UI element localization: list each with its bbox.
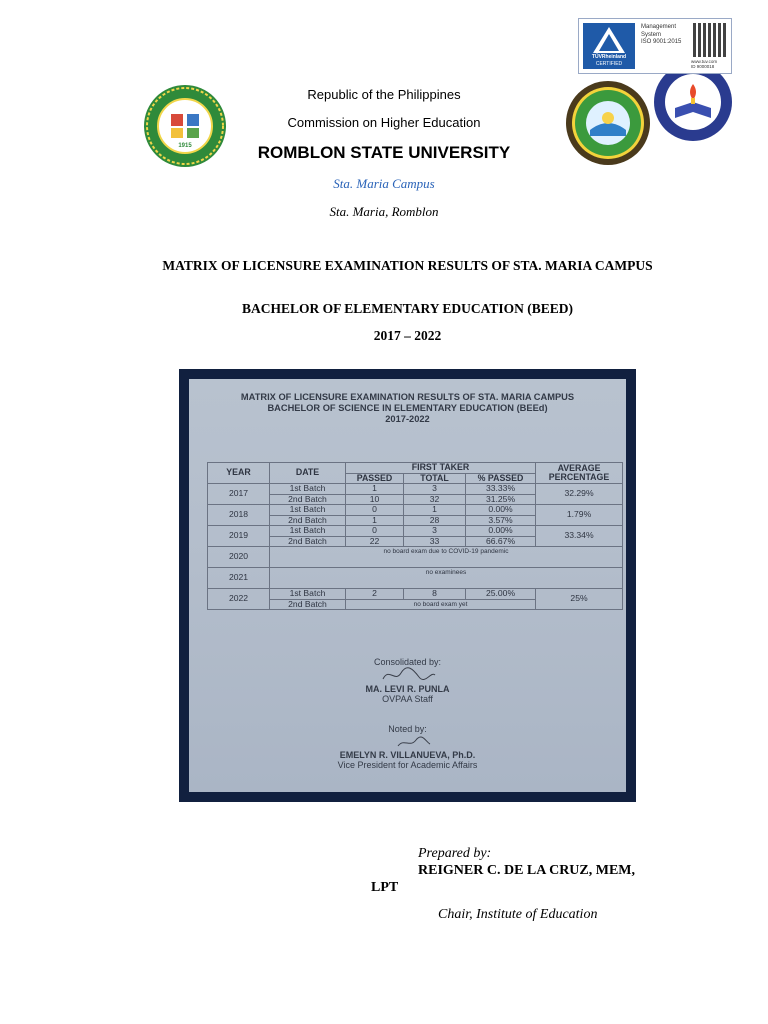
iso-certification-badge — [578, 18, 732, 74]
results-photo — [179, 369, 636, 802]
year-cell: 2019 — [208, 526, 270, 547]
tuv-triangle-icon — [583, 25, 635, 55]
tuv-logo-icon — [583, 23, 635, 69]
date-cell: 2nd Batch — [270, 515, 346, 526]
iso-system-line1: Management — [641, 24, 677, 30]
date-cell: 2nd Batch — [270, 536, 346, 547]
signature-icon — [394, 734, 434, 750]
results-table — [207, 462, 623, 610]
table-row — [208, 547, 623, 568]
note-cell: no examinees — [270, 568, 623, 589]
preparer-role: Chair, Institute of Education — [438, 907, 598, 922]
year-cell: 2018 — [208, 505, 270, 526]
passed-cell: 2 — [346, 589, 404, 600]
header-pct-passed: % PASSED — [466, 473, 536, 484]
table-row — [208, 526, 623, 537]
date-cell: 1st Batch — [270, 589, 346, 600]
preparer-credential: LPT — [371, 880, 399, 895]
date-cell: 1st Batch — [270, 484, 346, 495]
passed-cell: 0 — [346, 505, 404, 516]
date-cell: 1st Batch — [270, 526, 346, 537]
header-year: YEAR — [208, 463, 270, 484]
iso-id: ID 9000018 — [691, 64, 715, 69]
average-cell: 1.79% — [536, 505, 623, 526]
program-title: BACHELOR OF ELEMENTARY EDUCATION (BEED) — [241, 301, 574, 316]
total-cell: 28 — [404, 515, 466, 526]
pct-cell: 31.25% — [466, 494, 536, 505]
noted-label: Noted by: — [388, 724, 427, 734]
passed-cell: 10 — [346, 494, 404, 505]
campus-seal-logo — [565, 80, 651, 166]
header-average: AVERAGE PERCENTAGE — [536, 463, 623, 484]
noter-role: Vice President for Academic Affairs — [337, 760, 478, 770]
note-cell: no board exam yet — [346, 599, 536, 610]
header-passed: PASSED — [346, 473, 404, 484]
svg-text:1915: 1915 — [178, 143, 192, 149]
commission-line: Commission on Higher Education — [287, 115, 481, 130]
passed-cell: 1 — [346, 515, 404, 526]
table-row — [208, 589, 623, 600]
pct-cell: 0.00% — [466, 505, 536, 516]
pct-cell: 0.00% — [466, 526, 536, 537]
total-cell: 8 — [404, 589, 466, 600]
table-row — [208, 484, 623, 495]
college-of-education-seal-logo — [653, 62, 733, 142]
qr-code-icon — [693, 23, 727, 57]
signature-icon — [379, 665, 439, 685]
date-cell: 1st Batch — [270, 505, 346, 516]
header-total: TOTAL — [404, 473, 466, 484]
rsu-seal-logo — [143, 84, 227, 168]
consolidated-label: Consolidated by: — [373, 657, 442, 667]
university-name: ROMBLON STATE UNIVERSITY — [257, 143, 511, 162]
consolidator-role: OVPAA Staff — [382, 694, 433, 704]
sheet-title-line3: 2017-2022 — [385, 414, 430, 424]
results-sheet — [189, 379, 626, 792]
year-cell: 2017 — [208, 484, 270, 505]
total-cell: 3 — [404, 484, 466, 495]
header-date: DATE — [270, 463, 346, 484]
tuv-brand: TÜVRheinland — [591, 54, 627, 60]
tuv-certified: CERTIFIED — [595, 61, 623, 67]
total-cell: 1 — [404, 505, 466, 516]
iso-standard: ISO 9001:2015 — [641, 39, 682, 45]
note-cell: no board exam due to COVID-19 pandemic — [270, 547, 623, 568]
table-row — [208, 505, 623, 516]
passed-cell: 1 — [346, 484, 404, 495]
matrix-title: MATRIX OF LICENSURE EXAMINATION RESULTS OF STA. MARIA CAMPUS — [162, 258, 653, 273]
pct-cell: 33.33% — [466, 484, 536, 495]
campus-name: Sta. Maria Campus — [333, 176, 435, 191]
consolidator-name: MA. LEVI R. PUNLA — [365, 684, 450, 694]
year-range: 2017 – 2022 — [373, 328, 442, 343]
total-cell: 32 — [404, 494, 466, 505]
pct-cell: 3.57% — [466, 515, 536, 526]
sheet-title-line2: BACHELOR OF SCIENCE IN ELEMENTARY EDUCATION (BEEd) — [267, 403, 548, 413]
passed-cell: 0 — [346, 526, 404, 537]
header-first-taker: FIRST TAKER — [346, 463, 536, 474]
sheet-title-line1: MATRIX OF LICENSURE EXAMINATION RESULTS OF STA. MARIA CAMPUS — [240, 392, 575, 402]
average-cell: 32.29% — [536, 484, 623, 505]
republic-line: Republic of the Philippines — [307, 87, 461, 102]
preparer-name: REIGNER C. DE LA CRUZ, MEM, — [418, 863, 636, 878]
pct-cell: 25.00% — [466, 589, 536, 600]
total-cell: 3 — [404, 526, 466, 537]
table-row — [208, 568, 623, 589]
iso-url: www.tuv.com — [691, 59, 718, 64]
campus-address: Sta. Maria, Romblon — [329, 204, 439, 219]
date-cell: 2nd Batch — [270, 494, 346, 505]
noter-name: EMELYN R. VILLANUEVA, Ph.D. — [339, 750, 476, 760]
average-cell: 25% — [536, 589, 623, 610]
average-cell: 33.34% — [536, 526, 623, 547]
year-cell: 2020 — [208, 547, 270, 568]
date-cell: 2nd Batch — [270, 599, 346, 610]
year-cell: 2022 — [208, 589, 270, 610]
iso-system-line2: System — [641, 31, 662, 38]
prepared-by-label: Prepared by: — [418, 846, 492, 861]
pct-cell: 66.67% — [466, 536, 536, 547]
passed-cell: 22 — [346, 536, 404, 547]
total-cell: 33 — [404, 536, 466, 547]
year-cell: 2021 — [208, 568, 270, 589]
